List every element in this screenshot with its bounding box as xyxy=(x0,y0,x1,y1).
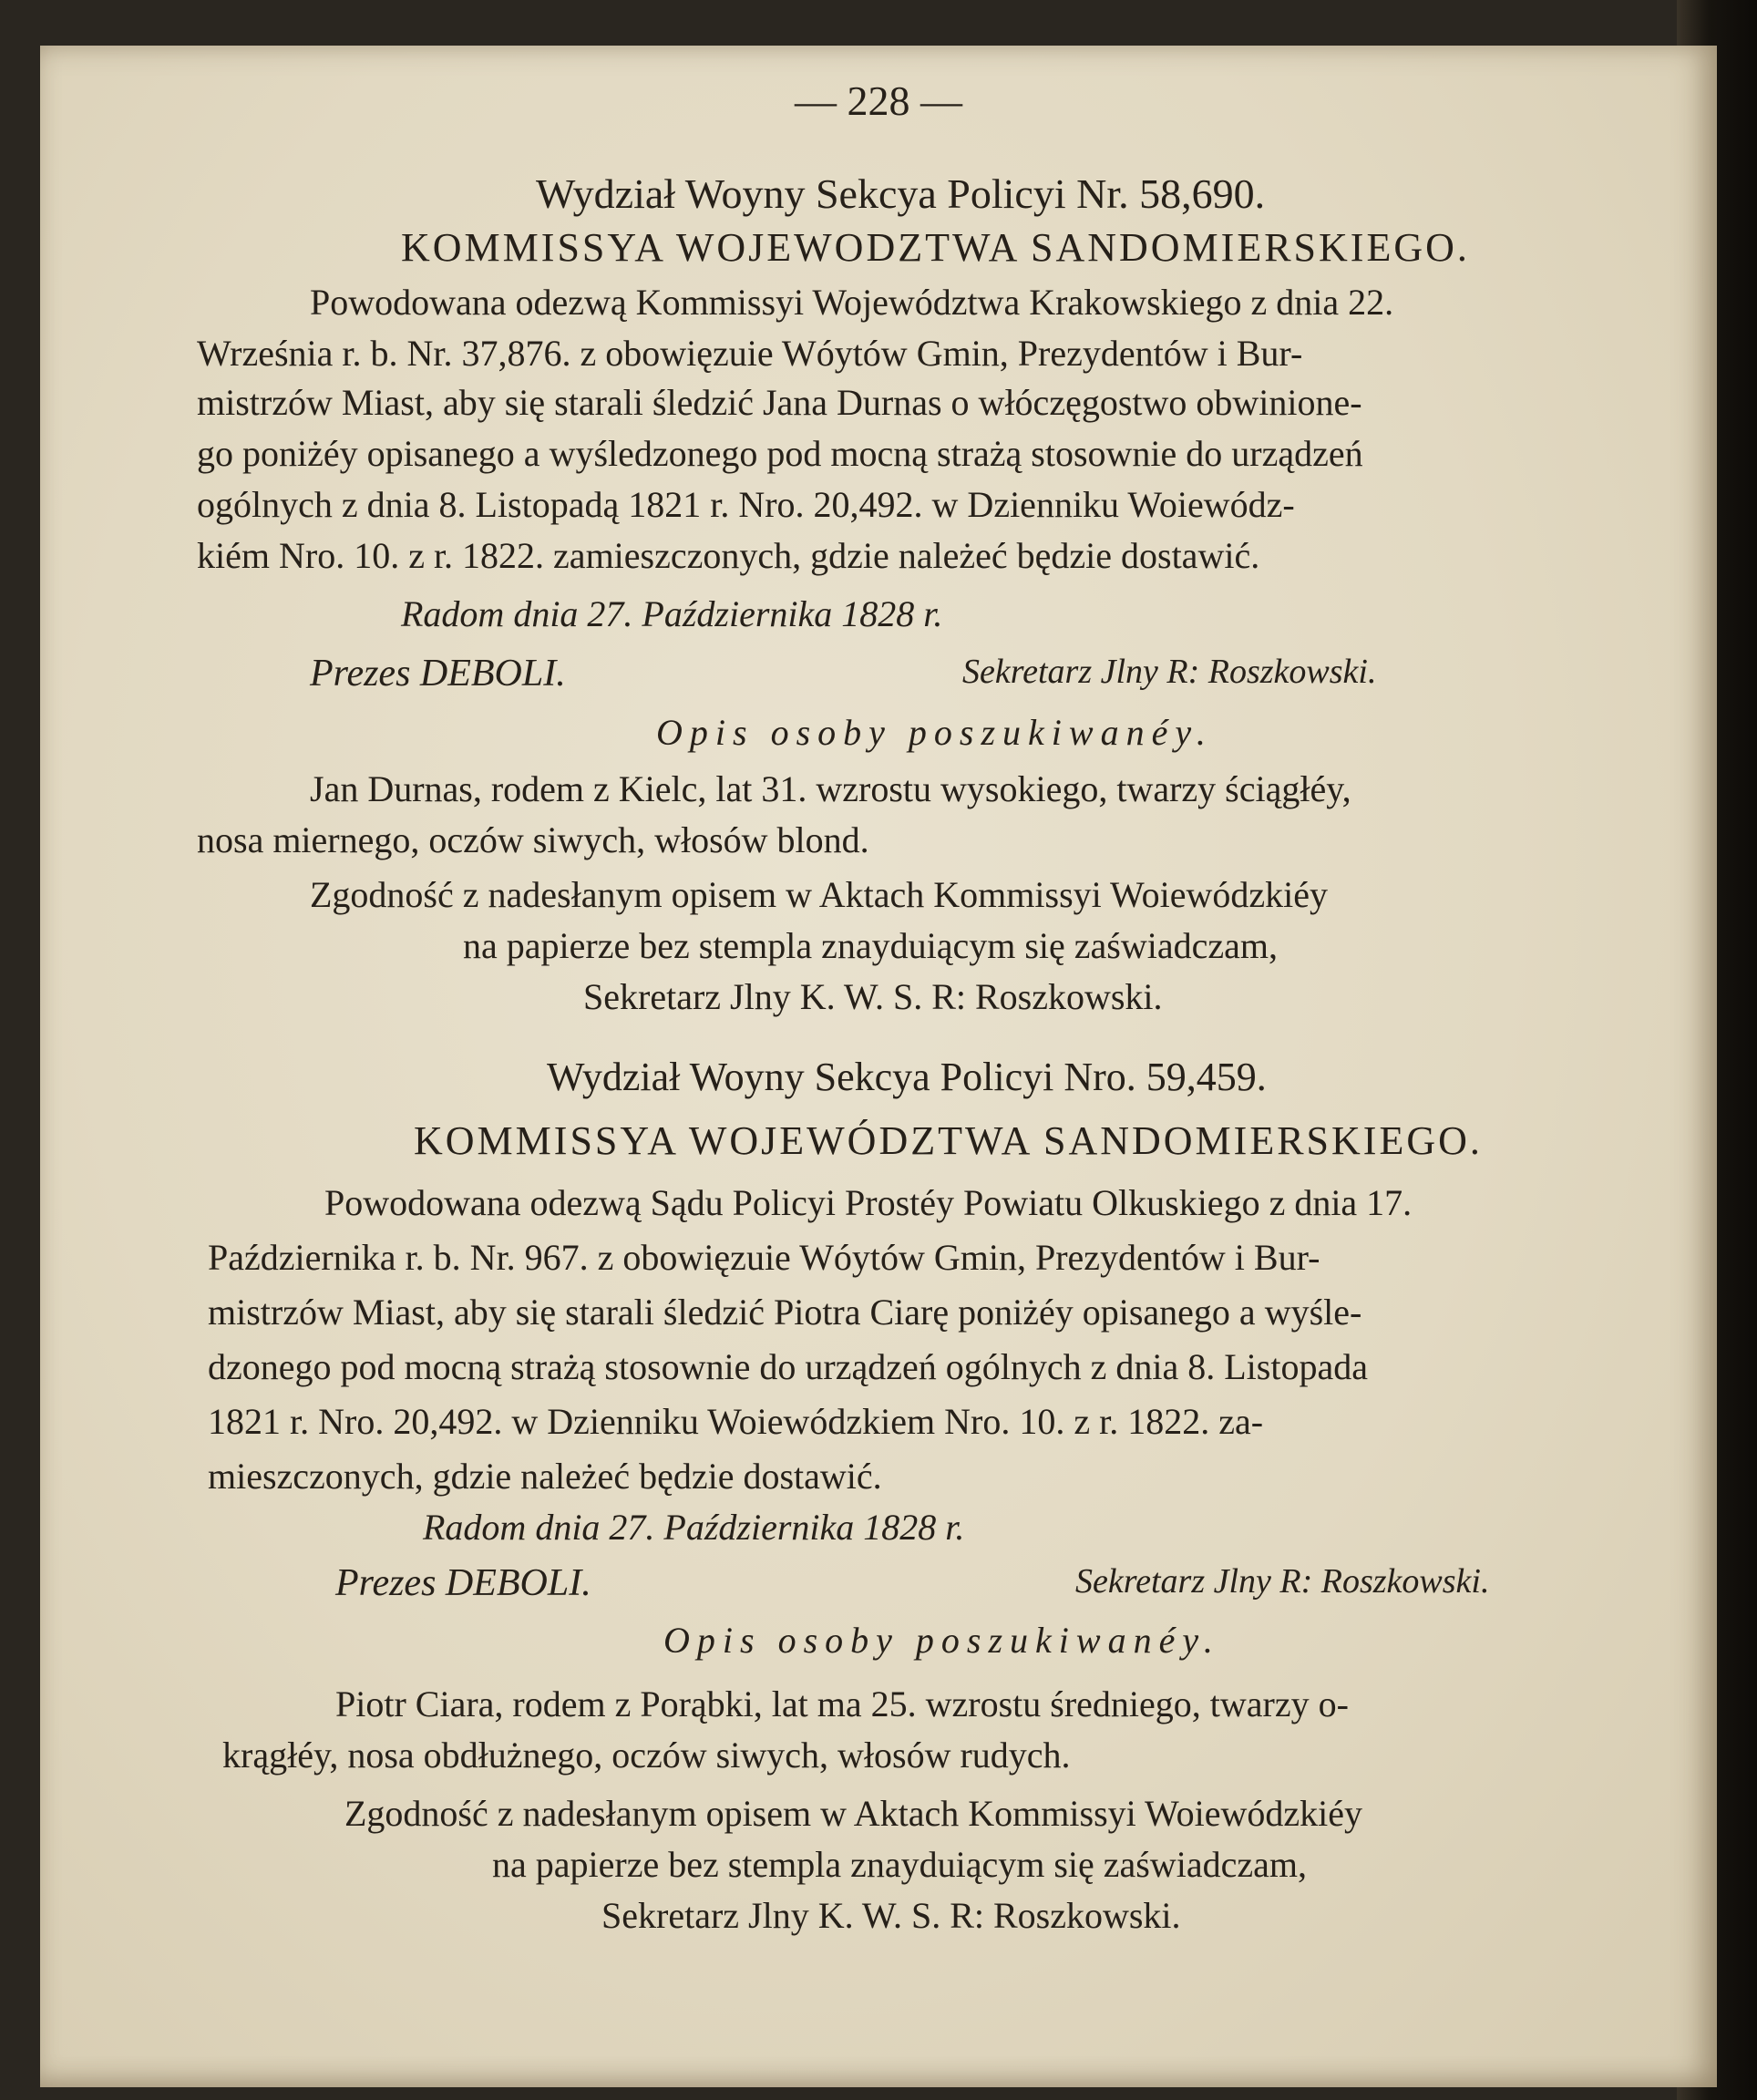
secretary-signature: Sekretarz Jlny R: Roszkowski. xyxy=(1075,1562,1490,1601)
body-line: mistrzów Miast, aby się starali śledzić Jana Durnas o włóczęgostwo obwinione- xyxy=(197,382,1362,423)
body-line: Października r. b. Nr. 967. z obowięzuie Wóytów Gmin, Prezydentów i Bur- xyxy=(208,1237,1320,1278)
body-line: Powodowana odezwą Kommissyi Województwa Krakowskiego z dnia 22. xyxy=(310,282,1394,323)
certification-line: Sekretarz Jlny K. W. S. R: Roszkowski. xyxy=(583,976,1163,1017)
body-line: mieszczonych, gdzie należeć będzie dostawić. xyxy=(208,1456,882,1497)
body-line: mistrzów Miast, aby się starali śledzić Piotra Ciarę poniżéy opisanego a wyśle- xyxy=(208,1292,1362,1333)
book-page xyxy=(40,46,1717,2087)
date-line: Radom dnia 27. Października 1828 r. xyxy=(401,593,943,634)
certification-line: na papierze bez stempla znayduiącym się zaświadczam, xyxy=(492,1844,1308,1885)
secretary-signature: Sekretarz Jlny R: Roszkowski. xyxy=(962,653,1377,691)
body-line: Września r. b. Nr. 37,876. z obowięzuie Wóytów Gmin, Prezydentów i Bur- xyxy=(197,333,1303,374)
description-title: Opis osoby poszukiwanéy. xyxy=(656,712,1213,753)
description-line: nosa miernego, oczów siwych, włosów blond. xyxy=(197,819,869,860)
commission-title: KOMMISSYA WOJEWÓDZTWA SANDOMIERSKIEGO. xyxy=(414,1118,1483,1163)
president-signature: Prezes DEBOLI. xyxy=(335,1562,591,1604)
certification-line: Zgodność z nadesłanym opisem w Aktach Kommissyi Woiewódzkiéy xyxy=(310,874,1328,915)
certification-line: na papierze bez stempla znayduiącym się zaświadczam, xyxy=(463,925,1279,966)
description-title: Opis osoby poszukiwanéy. xyxy=(663,1620,1220,1661)
body-line: ogólnych z dnia 8. Listopadą 1821 r. Nro. 20,492. w Dzienniku Woiewódz- xyxy=(197,484,1295,525)
description-line: Piotr Ciara, rodem z Porąbki, lat ma 25. wzrostu średniego, twarzy o- xyxy=(335,1683,1349,1724)
body-line: go poniżéy opisanego a wyśledzonego pod mocną strażą stosownie do urządzeń xyxy=(197,433,1363,474)
department-header: Wydział Woyny Sekcya Policyi Nr. 58,690. xyxy=(536,170,1266,217)
description-line: Jan Durnas, rodem z Kielc, lat 31. wzrostu wysokiego, twarzy ściągłéy, xyxy=(310,768,1351,809)
president-signature: Prezes DEBOLI. xyxy=(310,653,566,695)
date-line: Radom dnia 27. Października 1828 r. xyxy=(423,1507,965,1548)
body-line: Powodowana odezwą Sądu Policyi Prostéy Powiatu Olkuskiego z dnia 17. xyxy=(324,1182,1413,1223)
department-header: Wydział Woyny Sekcya Policyi Nro. 59,459. xyxy=(547,1055,1267,1099)
body-line: 1821 r. Nro. 20,492. w Dzienniku Woiewódzkiem Nro. 10. z r. 1822. za- xyxy=(208,1401,1264,1442)
certification-line: Sekretarz Jlny K. W. S. R: Roszkowski. xyxy=(601,1895,1181,1936)
page-number: — 228 — xyxy=(795,77,962,124)
certification-line: Zgodność z nadesłanym opisem w Aktach Kommissyi Woiewódzkiéy xyxy=(344,1793,1362,1834)
body-line: kiém Nro. 10. z r. 1822. zamieszczonych, gdzie należeć będzie dostawić. xyxy=(197,535,1260,576)
description-line: krągłéy, nosa obdłużnego, oczów siwych, włosów rudych. xyxy=(222,1735,1071,1776)
commission-title: KOMMISSYA WOJEWODZTWA SANDOMIERSKIEGO. xyxy=(401,225,1470,270)
body-line: dzonego pod mocną strażą stosownie do urządzeń ogólnych z dnia 8. Listopada xyxy=(208,1346,1368,1387)
